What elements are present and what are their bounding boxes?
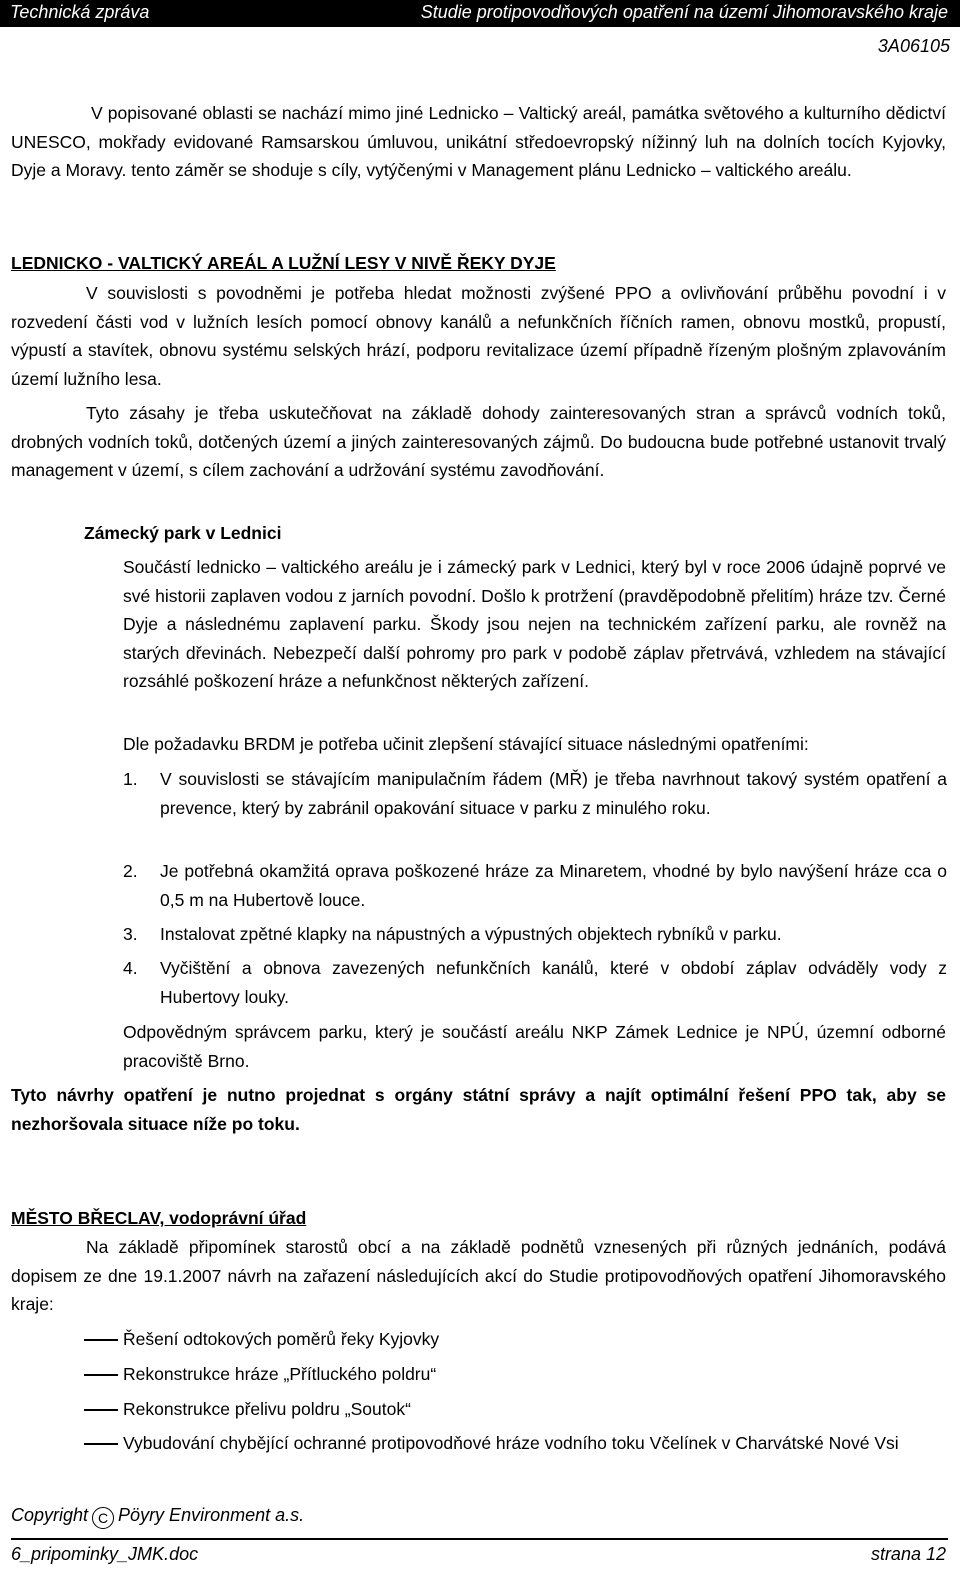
list-item: Řešení odtokových poměrů řeky Kyjovky (123, 1329, 440, 1349)
park-paragraph-3: Odpovědným správcem parku, který je součástí areálu NKP Zámek Lednice je NPÚ, územní odborné pracoviště Brno. (123, 1022, 946, 1071)
list-item-number: 4. (123, 958, 138, 978)
header-study-title: Studie protipovodňových opatření na území Jihomoravského kraje (420, 2, 948, 22)
section2-paragraph-1: Na základě připomínek starostů obcí a na základě podnětů vznesených při různých jednáních, podává dopisem ze dne 19.1.2007 návrh na zařazení následujících akcí do Studie protipovodňových opatření Jihomoravského kraje: (11, 1237, 946, 1314)
footer-filename: 6_pripominky_JMK.doc (11, 1544, 199, 1564)
copyright-label: Copyright (11, 1505, 89, 1525)
copyright-holder: Pöyry Environment a.s. (118, 1505, 305, 1525)
list-item: Rekonstrukce přelivu poldru „Soutok“ (123, 1399, 411, 1419)
header-document-type: Technická zpráva (10, 2, 150, 22)
section-heading-breclav: MĚSTO BŘECLAV, vodoprávní úřad (11, 1208, 307, 1228)
section1-conclusion: Tyto návrhy opatření je nutno projednat s orgány státní správy a najít optimální řešení PPO tak, aby se nezhoršovala situace níže po toku. (11, 1085, 946, 1134)
section1-paragraph-2: Tyto zásahy je třeba uskutečňovat na základě dohody zainteresovaných stran a správců vodních toků, drobných vodních toků, dotčených území a jiných zainteresovaných zájmů. Do budoucna bude potřebné ustanovit trvalý management v území, s cílem zachování a udržování systému zavodňování. (11, 403, 946, 480)
list-item: Vybudování chybějící ochranné protipovodňové hráze vodního toku Včelínek v Charvátské Nové Vsi (123, 1433, 899, 1453)
footer-divider (11, 1538, 948, 1540)
page-header (0, 0, 960, 27)
list-item-number: 2. (123, 861, 138, 881)
footer-page-number: strana 12 (870, 1544, 946, 1564)
park-paragraph-1: Součástí lednicko – valtického areálu je i zámecký park v Lednici, který byl v roce 2006 údajně poprvé ve své historii zaplaven vodou z jarních povodní. Došlo k protržení (pravděpodobně přelitím) hráze tzv. Černé Dyje a následnému zaplavení parku. Škody jsou nejen na technickém zařízení parku, ale rovněž na starých dřevinách. Nebezpečí další pohromy pro park v podobě záplav přetrvává, vzhledem na stávající rozsáhlé poškození hráze a nefunkčnost některých zařízení. (123, 557, 946, 691)
list-item-text: Instalovat zpětné klapky na nápustných a výpustných objektech rybníků v parku. (160, 924, 782, 944)
section-heading-lednicko: LEDNICKO - VALTICKÝ AREÁL A LUŽNÍ LESY V NIVĚ ŘEKY DYJE (11, 253, 556, 273)
dash-bullet-icon (84, 1409, 118, 1411)
list-item: Rekonstrukce hráze „Přítluckého poldru“ (123, 1364, 437, 1384)
list-item-text: Je potřebná okamžitá oprava poškozené hráze za Minaretem, vhodné by bylo navýšení hráze cca o 0,5 m na Hubertově louce. (160, 861, 947, 910)
subheading-zamecky-park: Zámecký park v Lednici (84, 523, 282, 543)
list-item-number: 1. (123, 769, 138, 789)
list-item-text: V souvislosti se stávajícím manipulačním řádem (MŘ) je třeba navrhnout takový systém opatření a prevence, který by zabránil opakování situace v parku z minulého roku. (160, 769, 947, 818)
list-item-text: Vyčištění a obnova zavezených nefunkčních kanálů, které v období záplav odváděly vody z Hubertovy louky. (160, 958, 947, 1007)
park-paragraph-2: Dle požadavku BRDM je potřeba učinit zlepšení stávající situace následnými opatřeními: (123, 734, 809, 754)
section1-paragraph-1: V souvislosti s povodněmi je potřeba hledat možnosti zvýšené PPO a ovlivňování průběhu povodní i v rozvedení části vod v lužních lesích pomocí obnovy kanálů a nefunkčních říčních ramen, obnovu mostků, propustí, výpustí a stavítek, obnovu systému selských hrází, podporu revitalizace území případně řízeným plošným zplavováním území lužního lesa. (11, 283, 946, 389)
copyright-icon: C (92, 1507, 114, 1529)
document-number: 3A06105 (877, 36, 950, 56)
intro-paragraph: V popisované oblasti se nachází mimo jiné Lednicko – Valtický areál, památka světového a kulturního dědictví UNESCO, mokřady evidované Ramsarskou úmluvou, unikátní středoevropský nížinný luh na dolních tocích Kyjovky, Dyje a Moravy. tento záměr se shoduje s cíly, vytýčenými v Management plánu Lednicko – valtického areálu. (11, 103, 946, 180)
dash-bullet-icon (84, 1443, 118, 1445)
copyright-notice (11, 1502, 304, 1529)
dash-bullet-icon (84, 1339, 118, 1341)
list-item-number: 3. (123, 924, 138, 944)
dash-bullet-icon (84, 1374, 118, 1376)
